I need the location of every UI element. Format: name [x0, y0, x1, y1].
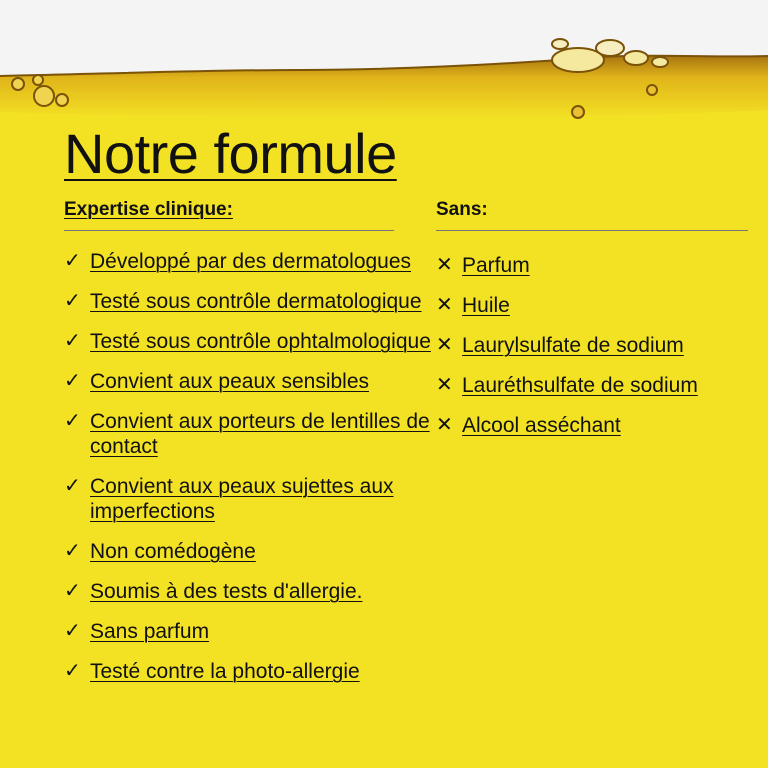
list-item-label[interactable]: Développé par des dermatologues [90, 250, 412, 273]
list-item [436, 373, 756, 398]
checkmark-icon: ✓ [64, 540, 81, 562]
oil-surface-decoration [0, 0, 768, 130]
list-item [64, 289, 454, 314]
checkmark-icon: ✓ [64, 620, 81, 642]
list-item [64, 329, 454, 354]
free-from-section [436, 198, 748, 453]
clinical-expertise-heading: Expertise clinique: [64, 198, 394, 231]
checkmark-icon: ✓ [64, 660, 81, 682]
list-item-label[interactable]: Parfum [462, 254, 530, 277]
list-item-label[interactable]: Huile [462, 294, 510, 317]
list-item-label[interactable]: Testé sous contrôle ophtalmologique [90, 330, 431, 353]
cross-icon: ✕ [436, 374, 453, 396]
list-item [436, 333, 756, 358]
clinical-expertise-list [64, 249, 431, 684]
list-item [64, 539, 454, 564]
list-item [64, 619, 454, 644]
list-item-label[interactable]: Lauréthsulfate de sodium [462, 374, 698, 397]
list-item-label[interactable]: Sans parfum [90, 620, 210, 643]
list-item [436, 293, 756, 318]
cross-icon: ✕ [436, 254, 453, 276]
list-item-label[interactable]: Convient aux peaux sensibles [90, 370, 370, 393]
list-item-label[interactable]: Testé contre la photo-allergie [90, 660, 360, 683]
list-item-label[interactable]: Soumis à des tests d'allergie. [90, 580, 363, 603]
checkmark-icon: ✓ [64, 475, 81, 497]
list-item-label[interactable]: Convient aux peaux sujettes aux imperfections [90, 475, 394, 523]
oil-bubbles-image [0, 0, 768, 130]
list-item [64, 409, 454, 459]
list-item-label[interactable]: Laurylsulfate de sodium [462, 334, 684, 357]
list-item [64, 249, 454, 274]
clinical-expertise-section [64, 198, 431, 699]
list-item-label[interactable]: Non comédogène [90, 540, 256, 563]
checkmark-icon: ✓ [64, 410, 81, 432]
free-from-list [436, 253, 748, 438]
list-item [64, 474, 454, 524]
list-item [64, 659, 454, 684]
list-item [436, 413, 756, 438]
checkmark-icon: ✓ [64, 580, 81, 602]
free-from-heading: Sans: [436, 198, 748, 231]
list-item [64, 579, 454, 604]
cross-icon: ✕ [436, 294, 453, 316]
checkmark-icon: ✓ [64, 290, 81, 312]
checkmark-icon: ✓ [64, 250, 81, 272]
cross-icon: ✕ [436, 414, 453, 436]
list-item-label[interactable]: Testé sous contrôle dermatologique [90, 290, 422, 313]
list-item-label[interactable]: Alcool asséchant [462, 414, 621, 437]
cross-icon: ✕ [436, 334, 453, 356]
list-item [64, 369, 454, 394]
checkmark-icon: ✓ [64, 370, 81, 392]
list-item-label[interactable]: Convient aux porteurs de lentilles de contact [90, 410, 430, 458]
page-title: Notre formule [64, 122, 397, 185]
list-item [436, 253, 756, 278]
checkmark-icon: ✓ [64, 330, 81, 352]
